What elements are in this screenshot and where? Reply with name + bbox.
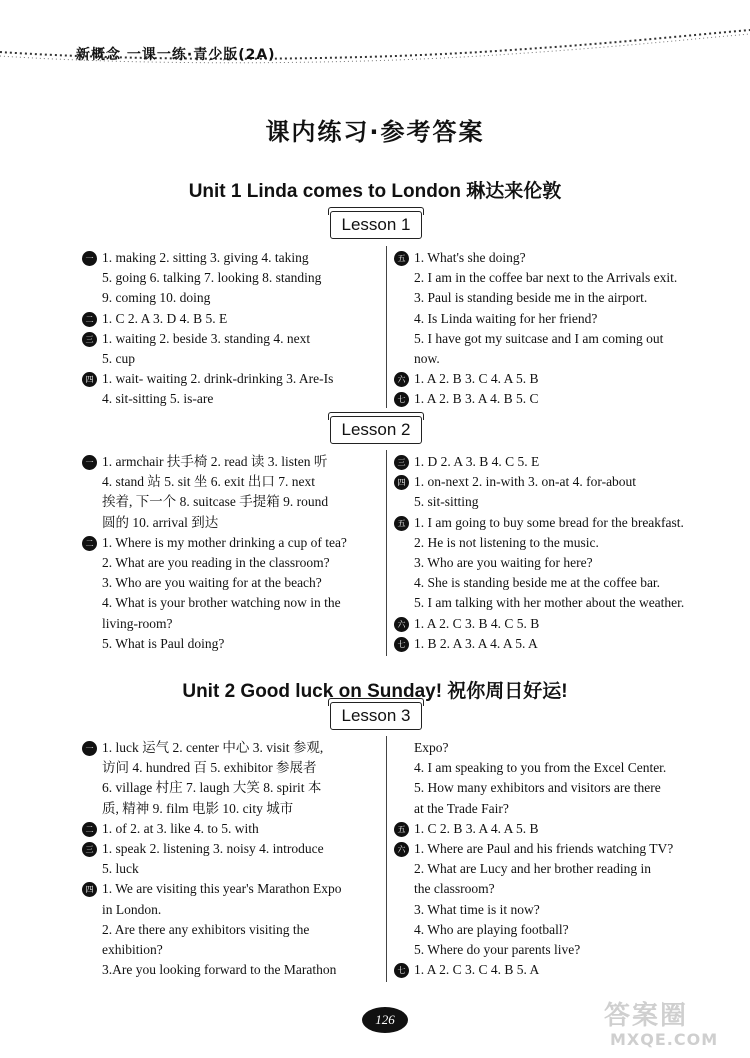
answer-line: 4. What is your brother watching now in the — [102, 595, 341, 611]
answer-line: 9. coming 10. doing — [102, 290, 211, 306]
answer-line: 2. Are there any exhibitors visiting the — [102, 921, 310, 937]
column-divider — [386, 450, 387, 656]
section-number-badge: 三 — [394, 455, 409, 470]
page-header — [0, 0, 750, 70]
answer-line: 2. What are you reading in the classroom? — [102, 555, 330, 571]
section-number-badge: 一 — [82, 251, 97, 266]
answer-line: 1. waiting 2. beside 3. standing 4. next — [102, 330, 311, 346]
answer-section — [82, 533, 378, 654]
page-title: 课内练习·参考答案 — [265, 118, 485, 146]
answer-line: 3. Who are you waiting for here? — [414, 555, 593, 571]
page-number: 126 — [362, 1007, 408, 1033]
lesson-2-right-column — [394, 452, 694, 654]
answer-line: 1. A 2. B 3. C 4. A 5. B — [414, 371, 539, 387]
answer-line: 1. D 2. A 3. B 4. C 5. E — [414, 454, 540, 469]
answer-section — [82, 452, 378, 533]
answer-line: Expo? — [414, 740, 449, 755]
answer-section — [394, 960, 694, 980]
section-number-badge: 一 — [82, 741, 97, 756]
answer-line: at the Trade Fair? — [414, 800, 509, 816]
answer-line: 1. A 2. C 3. C 4. B 5. A — [414, 962, 540, 978]
answer-section — [394, 614, 694, 634]
lesson-1-left-column — [82, 248, 378, 410]
answer-line: 挨着, 下一个 8. suitcase 手提箱 9. round — [102, 494, 329, 510]
answer-line: 5. I have got my suitcase and I am coming out — [414, 330, 664, 346]
answer-section — [394, 248, 694, 369]
answer-section — [394, 839, 694, 960]
answer-line: 1. of 2. at 3. like 4. to 5. with — [102, 820, 259, 836]
answer-section — [82, 879, 378, 980]
answer-line: in London. — [102, 901, 162, 917]
answer-section — [82, 738, 378, 819]
answer-line: exhibition? — [102, 942, 163, 958]
answer-line: 1. What's she doing? — [414, 250, 526, 265]
answer-line: 4. Is Linda waiting for her friend? — [414, 310, 598, 326]
answer-line: 1. A 2. B 3. A 4. B 5. C — [414, 391, 539, 407]
answer-line: 1. C 2. A 3. D 4. B 5. E — [102, 310, 228, 326]
answer-section — [394, 819, 694, 839]
answer-line: 5. cup — [102, 351, 135, 367]
watermark-url: MXQE.COM — [610, 1030, 719, 1049]
unit-2-title: Unit 2 Good luck on Sunday! 祝你周日好运! — [182, 681, 568, 702]
section-number-badge: 七 — [394, 392, 409, 407]
answer-line: 圆的 10. arrival 到达 — [102, 514, 219, 530]
answer-section — [82, 248, 378, 309]
answer-line: 5. What is Paul doing? — [102, 635, 225, 651]
answer-section — [82, 329, 378, 369]
answer-line: 2. I am in the coffee bar next to the Arrivals exit. — [414, 270, 678, 286]
section-number-badge: 七 — [394, 963, 409, 978]
column-divider — [386, 246, 387, 408]
answer-section — [394, 513, 694, 614]
section-number-badge: 二 — [82, 822, 97, 837]
answer-section — [82, 309, 378, 329]
answer-section — [394, 738, 694, 819]
answer-section — [82, 369, 378, 409]
answer-line: living-room? — [102, 615, 173, 631]
section-number-badge: 五 — [394, 822, 409, 837]
answer-line: 3.Are you looking forward to the Marathon — [102, 962, 337, 978]
section-number-badge: 五 — [394, 251, 409, 266]
answer-line: 4. sit-sitting 5. is-are — [102, 391, 214, 407]
answer-line: 4. Who are playing football? — [414, 921, 569, 937]
answer-line: 访问 4. hundred 百 5. exhibitor 参展者 — [102, 760, 317, 776]
answer-line: 质, 精神 9. film 电影 10. city 城市 — [102, 800, 294, 816]
answer-section — [394, 634, 694, 654]
section-number-badge: 二 — [82, 536, 97, 551]
section-number-badge: 四 — [82, 882, 97, 897]
answer-line: 1. A 2. C 3. B 4. C 5. B — [414, 615, 540, 631]
answer-line: 1. B 2. A 3. A 4. A 5. A — [414, 635, 538, 651]
answer-line: 1. C 2. B 3. A 4. A 5. B — [414, 820, 539, 836]
section-number-badge: 七 — [394, 637, 409, 652]
answer-line: 5. Where do your parents live? — [414, 942, 581, 958]
answer-section — [82, 819, 378, 839]
answer-line: now. — [414, 351, 440, 367]
answer-line: 2. What are Lucy and her brother reading in — [414, 861, 652, 877]
answer-line: 5. I am talking with her mother about the weather. — [414, 595, 685, 611]
series-title: 新概念 一课一练·青少版(2A) — [76, 47, 276, 63]
lesson-3-left-column — [82, 738, 378, 980]
answer-section — [394, 369, 694, 389]
answer-line: 1. Where are Paul and his friends watching TV? — [414, 841, 674, 857]
section-number-badge: 四 — [82, 372, 97, 387]
lesson-1-right-column — [394, 248, 694, 410]
answer-line: 1. on-next 2. in-with 3. on-at 4. for-about — [414, 474, 637, 490]
watermark-logo: 答案圈 — [604, 1001, 689, 1031]
section-number-badge: 六 — [394, 842, 409, 857]
answer-line: 1. armchair 扶手椅 2. read 读 3. listen 听 — [102, 454, 328, 469]
answer-line: 1. We are visiting this year's Marathon Expo — [102, 881, 342, 897]
section-number-badge: 一 — [82, 455, 97, 470]
section-number-badge: 六 — [394, 617, 409, 632]
answer-line: 1. wait- waiting 2. drink-drinking 3. Are-Is — [102, 371, 334, 387]
answer-line: 3. What time is it now? — [414, 901, 540, 917]
answer-line: 5. How many exhibitors and visitors are there — [414, 780, 661, 796]
section-number-badge: 三 — [82, 332, 97, 347]
answer-line: 5. going 6. talking 7. looking 8. standing — [102, 270, 322, 286]
section-number-badge: 五 — [394, 516, 409, 531]
lesson-3-right-column — [394, 738, 694, 980]
answer-line: 1. I am going to buy some bread for the breakfast. — [414, 514, 684, 530]
lesson-1-label: Lesson 1 — [330, 211, 422, 239]
answer-section — [82, 839, 378, 879]
answer-line: 1. making 2. sitting 3. giving 4. taking — [102, 250, 309, 265]
answer-line: 1. luck 运气 2. center 中心 3. visit 参观, — [102, 740, 324, 755]
answer-line: 2. He is not listening to the music. — [414, 534, 599, 550]
answer-line: 3. Who are you waiting for at the beach? — [102, 575, 322, 591]
answer-section — [394, 452, 694, 472]
answer-line: the classroom? — [414, 881, 495, 897]
column-divider — [386, 736, 387, 982]
answer-section — [394, 389, 694, 409]
lesson-3-label: Lesson 3 — [330, 702, 422, 730]
section-number-badge: 二 — [82, 312, 97, 327]
answer-line: 1. speak 2. listening 3. noisy 4. introduce — [102, 841, 324, 857]
answer-line: 5. sit-sitting — [414, 494, 479, 510]
answer-section — [394, 472, 694, 512]
answer-line: 4. stand 站 5. sit 坐 6. exit 出口 7. next — [102, 474, 315, 490]
section-number-badge: 六 — [394, 372, 409, 387]
lesson-2-label: Lesson 2 — [330, 416, 422, 444]
section-number-badge: 四 — [394, 475, 409, 490]
answer-line: 3. Paul is standing beside me in the airport. — [414, 290, 648, 306]
answer-line: 4. She is standing beside me at the coffee bar. — [414, 575, 661, 591]
section-number-badge: 三 — [82, 842, 97, 857]
unit-1-title: Unit 1 Linda comes to London 琳达来伦敦 — [188, 181, 562, 202]
lesson-2-left-column — [82, 452, 378, 654]
answer-line: 6. village 村庄 7. laugh 大笑 8. spirit 本 — [102, 780, 322, 796]
answer-line: 1. Where is my mother drinking a cup of tea? — [102, 534, 347, 550]
answer-line: 4. I am speaking to you from the Excel Center. — [414, 760, 667, 776]
answer-line: 5. luck — [102, 861, 139, 877]
